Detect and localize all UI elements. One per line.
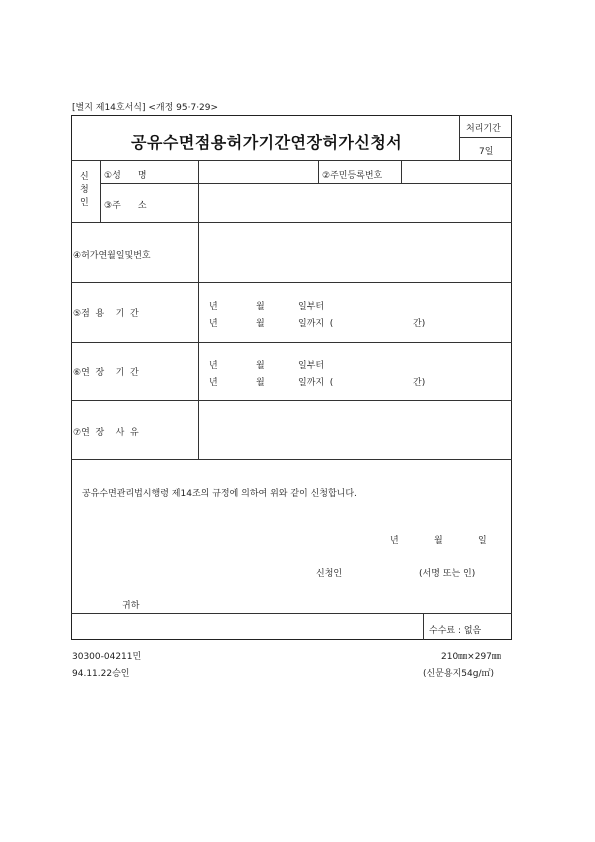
signature-note: (서명 또는 인) bbox=[419, 569, 476, 579]
occupancy-from-month: 월 bbox=[256, 302, 265, 312]
extension-duration: 간) bbox=[413, 378, 426, 388]
extension-to-year: 년 bbox=[209, 378, 218, 388]
processing-value: 7일 bbox=[479, 147, 494, 157]
applicant-char-2: 청 bbox=[80, 185, 89, 195]
extension-from-month: 월 bbox=[256, 361, 265, 371]
occupancy-duration: 간) bbox=[413, 319, 426, 329]
resident-value-divider bbox=[401, 160, 402, 183]
extension-period-label: ⑥연 장 기 간 bbox=[73, 368, 139, 378]
row-line-reason bbox=[71, 459, 512, 460]
declaration-day: 일 bbox=[478, 536, 487, 546]
applicant-char-3: 인 bbox=[80, 198, 89, 208]
form-title: 공유수면점용허가기간연장허가신청서 bbox=[131, 133, 403, 152]
applicant-section-divider bbox=[100, 160, 101, 222]
paper-type: (신문용지54g/㎡) bbox=[423, 669, 494, 679]
applicant-signature-label: 신청인 bbox=[316, 569, 343, 579]
row-line-extension bbox=[71, 400, 512, 401]
form-number: 30300-04211민 bbox=[72, 652, 142, 662]
row-line-name bbox=[100, 183, 512, 184]
row-line-occupancy bbox=[71, 342, 512, 343]
applicant-char-1: 신 bbox=[80, 172, 89, 182]
extension-reason-label: ⑦연 장 사 유 bbox=[73, 428, 139, 438]
declaration-year: 년 bbox=[390, 536, 399, 546]
form-header-note: [별지 제14호서식] <개정 95·7·29> bbox=[72, 103, 219, 113]
resident-no-label: ②주민등록번호 bbox=[322, 171, 383, 181]
occupancy-period-label: ⑤점 용 기 간 bbox=[73, 309, 139, 319]
address-label: ③주 소 bbox=[104, 201, 147, 211]
occupancy-from-year: 년 bbox=[209, 302, 218, 312]
fee-label: 수수료 : 없음 bbox=[429, 626, 482, 636]
processing-label: 처리기간 bbox=[466, 124, 501, 134]
row-line-applicant bbox=[71, 222, 512, 223]
permit-date-label: ④허가연월일및번호 bbox=[73, 251, 151, 261]
row-line-title bbox=[71, 160, 512, 161]
extension-to-month: 월 bbox=[256, 378, 265, 388]
processing-split bbox=[459, 137, 512, 138]
extension-to-day: 일까지 ( bbox=[298, 378, 334, 388]
occupancy-to-day: 일까지 ( bbox=[298, 319, 334, 329]
declaration-text: 공유수면관리법시행령 제14조의 규정에 의하여 위와 같이 신청합니다. bbox=[82, 489, 357, 499]
occupancy-to-year: 년 bbox=[209, 319, 218, 329]
extension-from-day: 일부터 bbox=[298, 361, 325, 371]
occupancy-from-day: 일부터 bbox=[298, 302, 325, 312]
occupancy-to-month: 월 bbox=[256, 319, 265, 329]
declaration-month: 월 bbox=[434, 536, 443, 546]
fee-divider bbox=[423, 613, 424, 640]
approval-date: 94.11.22승인 bbox=[72, 669, 130, 679]
name-resident-divider bbox=[318, 160, 319, 183]
name-label: ①성 명 bbox=[104, 171, 147, 181]
applicant-section-label bbox=[80, 171, 89, 210]
row-line-fee bbox=[71, 613, 512, 614]
paper-size: 210㎜×297㎜ bbox=[441, 652, 501, 662]
row-line-permit bbox=[71, 282, 512, 283]
extension-from-year: 년 bbox=[209, 361, 218, 371]
recipient-label: 귀하 bbox=[122, 601, 140, 611]
label-value-divider bbox=[198, 160, 199, 459]
